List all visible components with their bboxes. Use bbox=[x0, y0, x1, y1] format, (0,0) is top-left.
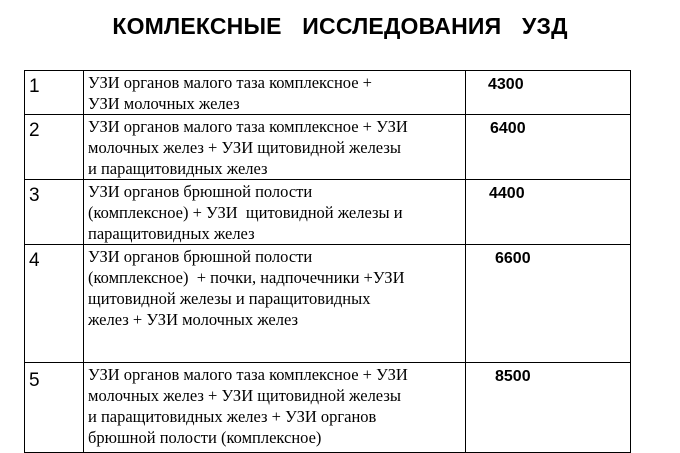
description-line: (комплексное) + УЗИ щитовидной железы и bbox=[88, 203, 403, 222]
price-value: 4400 bbox=[489, 185, 525, 202]
table-row bbox=[25, 71, 631, 115]
page-title: КОМЛЕКСНЫЕ ИССЛЕДОВАНИЯ УЗД bbox=[112, 13, 568, 39]
price-value: 4300 bbox=[488, 76, 524, 93]
row-number: 5 bbox=[25, 363, 84, 453]
price-cell bbox=[466, 180, 631, 245]
price-table bbox=[24, 70, 631, 453]
description-line: желез + УЗИ молочных желез bbox=[88, 310, 299, 329]
description-line: УЗИ органов малого таза комплексное + УЗИ bbox=[88, 117, 408, 136]
price-cell bbox=[466, 363, 631, 453]
service-description bbox=[84, 363, 466, 453]
table-row bbox=[25, 115, 631, 180]
description-line: и паращитовидных желез + УЗИ органов bbox=[88, 407, 377, 426]
description-line: брюшной полости (комплексное) bbox=[88, 428, 322, 447]
row-number: 3 bbox=[25, 180, 84, 245]
row-number: 2 bbox=[25, 115, 84, 180]
description-line: молочных желез + УЗИ щитовидной железы bbox=[88, 386, 401, 405]
price-value: 8500 bbox=[495, 368, 531, 385]
description-line: УЗИ органов малого таза комплексное + bbox=[88, 73, 372, 92]
service-description bbox=[84, 245, 466, 363]
table-row bbox=[25, 180, 631, 245]
description-line: и паращитовидных желез bbox=[88, 159, 268, 178]
row-number: 1 bbox=[25, 71, 84, 115]
price-value: 6600 bbox=[495, 250, 531, 267]
description-line: УЗИ молочных желез bbox=[88, 94, 240, 113]
description-line: (комплексное) + почки, надпочечники +УЗИ bbox=[88, 268, 405, 287]
description-line: УЗИ органов малого таза комплексное + УЗИ bbox=[88, 365, 408, 384]
description-line: щитовидной железы и паращитовидных bbox=[88, 289, 371, 308]
service-description bbox=[84, 71, 466, 115]
table-row bbox=[25, 363, 631, 453]
row-number: 4 bbox=[25, 245, 84, 363]
price-cell bbox=[466, 71, 631, 115]
price-cell bbox=[466, 245, 631, 363]
service-description bbox=[84, 180, 466, 245]
price-value: 6400 bbox=[490, 120, 526, 137]
description-line: УЗИ органов брюшной полости bbox=[88, 182, 313, 201]
description-line: молочных желез + УЗИ щитовидной железы bbox=[88, 138, 401, 157]
price-cell bbox=[466, 115, 631, 180]
table-row bbox=[25, 245, 631, 363]
service-description bbox=[84, 115, 466, 180]
description-line: УЗИ органов брюшной полости bbox=[88, 247, 313, 266]
description-line: паращитовидных желез bbox=[88, 224, 255, 243]
